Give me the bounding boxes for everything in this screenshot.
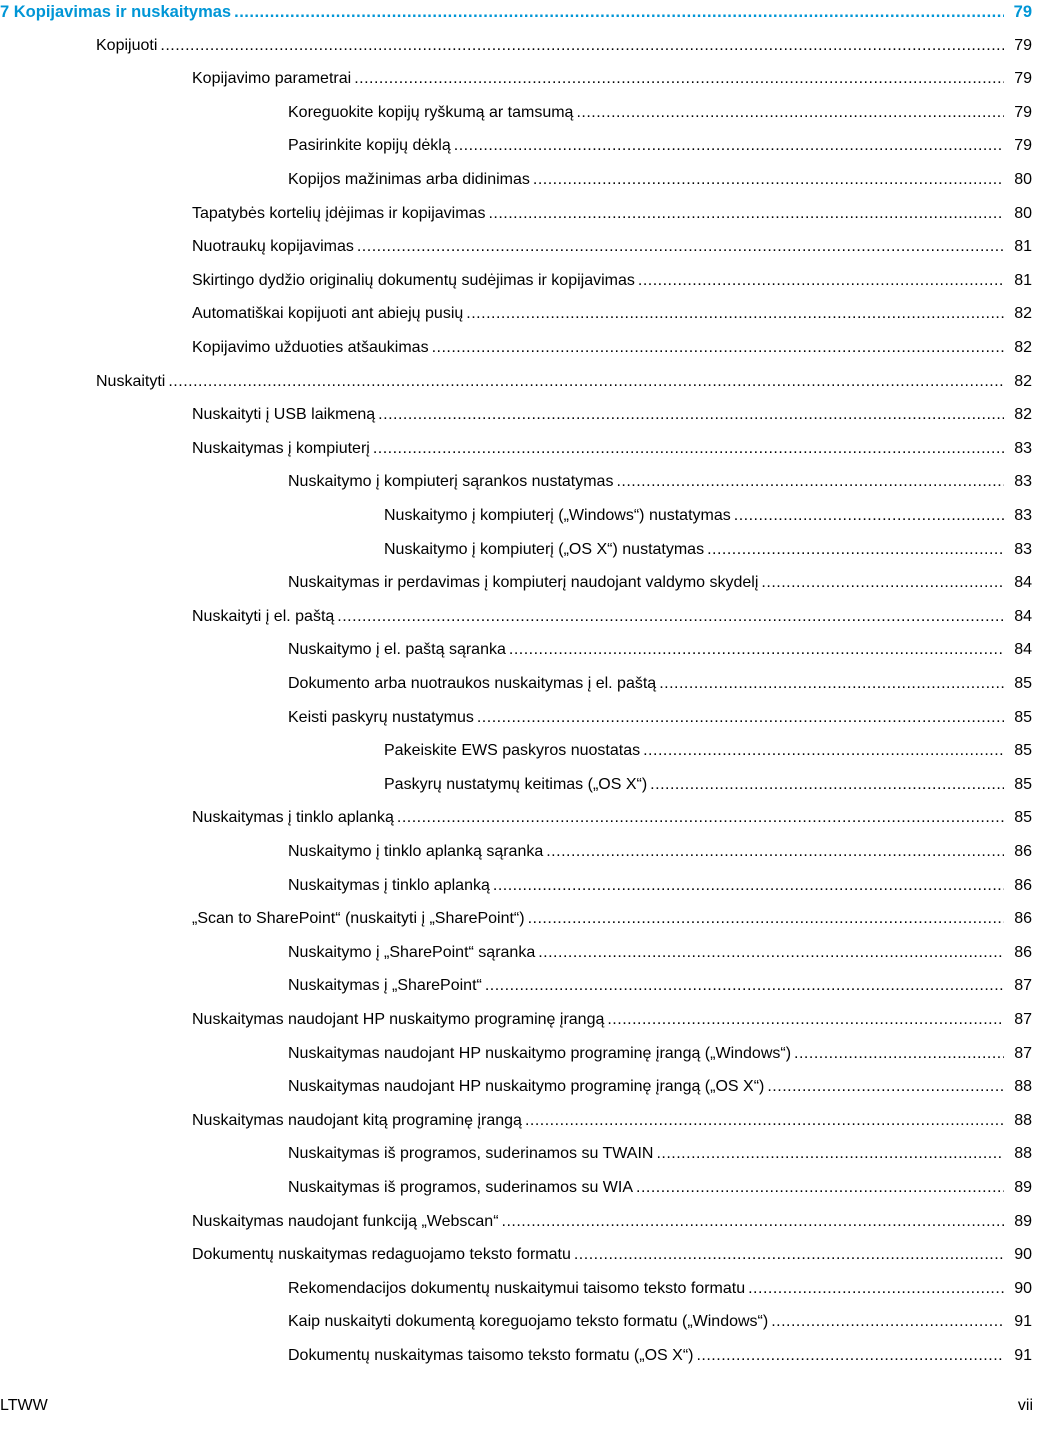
toc-entry-title: 7 Kopijavimas ir nuskaitymas <box>0 3 232 21</box>
toc-entry-level-3[interactable] <box>288 168 1032 192</box>
toc-entry-page-number: 86 <box>1014 910 1032 928</box>
toc-entry-page-number: 83 <box>1014 540 1032 558</box>
toc-entry-page-number: 84 <box>1014 607 1032 625</box>
toc-entry-page-number: 79 <box>1014 36 1032 54</box>
toc-entry-page-number: 82 <box>1014 339 1032 356</box>
toc-entry-page-number: 88 <box>1014 1111 1032 1129</box>
toc-entry-level-2[interactable] <box>192 1210 1032 1234</box>
toc-entry-level-2[interactable] <box>192 437 1032 461</box>
toc-entry-title: Koreguokite kopijų ryškumą ar tamsumą <box>288 103 574 121</box>
toc-entry-page-number: 79 <box>1014 70 1032 88</box>
toc-entry-title: Nuskaitymo į el. paštą sąranka <box>288 641 506 659</box>
toc-entry-title: Nuskaitymas į tinklo aplanką <box>192 809 394 827</box>
toc-entry-title: Kaip nuskaityti dokumentą koreguojamo teksto formatu („Windows“) <box>288 1313 769 1331</box>
toc-entry-level-3[interactable] <box>288 874 1032 898</box>
toc-entry-level-3[interactable] <box>288 974 1032 998</box>
toc-entry-title: Nuskaitymas naudojant HP nuskaitymo programinę įrangą <box>192 1011 605 1028</box>
toc-entry-page-number: 85 <box>1014 675 1032 692</box>
toc-entry-title: Nuskaityti <box>96 372 166 390</box>
toc-entry-page-number: 81 <box>1014 271 1032 289</box>
toc-entry-page-number: 82 <box>1014 372 1032 390</box>
toc-entry-level-1[interactable] <box>96 34 1032 58</box>
toc-dot-leader <box>509 638 1004 662</box>
toc-entry-level-2[interactable] <box>192 302 1032 326</box>
toc-entry-page-number: 89 <box>1014 1212 1032 1230</box>
toc-entry-title: Kopijos mažinimas arba didinimas <box>288 171 530 188</box>
toc-dot-leader <box>643 739 1004 763</box>
toc-dot-leader <box>533 168 1004 192</box>
toc-entry-title: Kopijavimo parametrai <box>192 70 352 88</box>
toc-entry-level-3[interactable] <box>288 1042 1032 1066</box>
toc-entry-title: Nuskaitymo į tinklo aplanką sąranka <box>288 843 544 860</box>
toc-dot-leader <box>546 840 1004 864</box>
toc-entry-page-number: 84 <box>1014 574 1032 592</box>
toc-entry-level-4[interactable] <box>384 504 1032 528</box>
toc-dot-leader <box>574 1243 1004 1267</box>
toc-dot-leader <box>538 941 1004 965</box>
toc-dot-leader <box>502 1210 1004 1234</box>
toc-dot-leader <box>454 134 1004 158</box>
toc-dot-leader <box>761 571 1004 595</box>
toc-entry-level-3[interactable] <box>288 1277 1032 1301</box>
toc-entry-level-2[interactable] <box>192 67 1032 91</box>
toc-entry-level-2[interactable] <box>192 336 1032 360</box>
toc-entry-title: Kopijavimo užduoties atšaukimas <box>192 339 429 356</box>
toc-entry-title: Nuskaitymas iš programos, suderinamos su TWAIN <box>288 1145 654 1163</box>
toc-dot-leader <box>357 235 1004 259</box>
toc-dot-leader <box>432 336 1004 360</box>
toc-dot-leader <box>616 470 1004 494</box>
toc-entry-page-number: 87 <box>1014 1011 1032 1028</box>
toc-dot-leader <box>771 1310 1004 1334</box>
toc-dot-leader <box>707 538 1004 562</box>
toc-dot-leader <box>767 1075 1004 1099</box>
toc-entry-level-2[interactable] <box>192 1008 1032 1032</box>
toc-dot-leader <box>696 1344 1004 1368</box>
toc-entry-level-3[interactable] <box>288 941 1032 965</box>
toc-entry-page-number: 83 <box>1014 507 1032 524</box>
toc-entry-page-number: 83 <box>1014 473 1032 491</box>
toc-dot-leader <box>638 269 1004 293</box>
toc-dot-leader <box>636 1176 1004 1200</box>
toc-entry-title: Nuskaitymas ir perdavimas į kompiuterį naudojant valdymo skydelį <box>288 574 759 592</box>
toc-entry-level-3[interactable] <box>288 1344 1032 1368</box>
toc-entry-level-2[interactable] <box>192 403 1032 427</box>
toc-entry-page-number: 85 <box>1014 742 1032 760</box>
toc-entry-page-number: 79 <box>1013 3 1032 21</box>
toc-dot-leader <box>373 437 1004 461</box>
toc-entry-page-number: 83 <box>1014 439 1032 457</box>
toc-entry-page-number: 80 <box>1014 171 1032 188</box>
toc-entry-title: Nuskaityti į el. paštą <box>192 607 335 625</box>
toc-entry-title: Dokumentų nuskaitymas taisomo teksto formatu („OS X“) <box>288 1347 694 1364</box>
toc-entry-page-number: 87 <box>1014 1044 1032 1062</box>
toc-entry-page-number: 85 <box>1014 809 1032 827</box>
toc-dot-leader <box>354 67 1004 91</box>
toc-entry-title: Skirtingo dydžio originalių dokumentų sudėjimas ir kopijavimas <box>192 271 635 289</box>
toc-dot-leader <box>659 672 1004 696</box>
toc-entry-level-3[interactable] <box>288 470 1032 494</box>
toc-entry-page-number: 86 <box>1014 843 1032 860</box>
toc-entry-page-number: 79 <box>1014 137 1032 155</box>
toc-entry-title: Tapatybės kortelių įdėjimas ir kopijavimas <box>192 204 486 222</box>
toc-dot-leader <box>485 974 1004 998</box>
toc-entry-title: Nuskaitymas naudojant kitą programinę įrangą <box>192 1111 522 1129</box>
toc-entry-level-3[interactable] <box>288 1075 1032 1099</box>
toc-entry-page-number: 84 <box>1014 641 1032 659</box>
toc-entry-page-number: 85 <box>1014 708 1032 726</box>
toc-entry-title: Nuskaitymas iš programos, suderinamos su WIA <box>288 1179 633 1196</box>
toc-dot-leader <box>488 202 1004 226</box>
toc-entry-level-2[interactable] <box>192 1109 1032 1133</box>
footer-page-number: vii <box>1017 1397 1033 1414</box>
toc-dot-leader <box>650 773 1004 797</box>
toc-chapter-heading[interactable] <box>0 0 1032 24</box>
toc-entry-title: Nuskaityti į USB laikmeną <box>192 406 376 424</box>
toc-entry-title: Rekomendacijos dokumentų nuskaitymui taisomo teksto formatu <box>288 1279 746 1297</box>
toc-entry-level-3[interactable] <box>288 1142 1032 1166</box>
toc-dot-leader <box>607 1008 1004 1032</box>
toc-entry-title: Nuotraukų kopijavimas <box>192 238 354 256</box>
toc-entry-level-2[interactable] <box>192 202 1032 226</box>
toc-entry-page-number: 91 <box>1014 1347 1032 1364</box>
toc-entry-title: „Scan to SharePoint“ (nuskaityti į „SharePoint“) <box>192 910 525 928</box>
toc-entry-title: Nuskaitymas naudojant HP nuskaitymo programinę įrangą („Windows“) <box>288 1044 792 1062</box>
toc-entry-page-number: 85 <box>1014 775 1032 793</box>
toc-entry-title: Pasirinkite kopijų dėklą <box>288 137 451 155</box>
toc-entry-page-number: 88 <box>1014 1145 1032 1163</box>
toc-entry-level-2[interactable] <box>192 235 1032 259</box>
toc-dot-leader <box>234 0 1004 24</box>
toc-entry-page-number: 79 <box>1014 103 1032 121</box>
toc-dot-leader <box>397 806 1004 830</box>
toc-entry-title: Nuskaitymas į „SharePoint“ <box>288 977 482 995</box>
toc-dot-leader <box>337 605 1004 629</box>
toc-entry-level-4[interactable] <box>384 739 1032 763</box>
toc-dot-leader <box>466 302 1004 326</box>
toc-dot-leader <box>528 907 1004 931</box>
toc-entry-title: Nuskaitymas į kompiuterį <box>192 439 370 457</box>
toc-entry-title: Nuskaitymas naudojant funkciją „Webscan“ <box>192 1212 499 1230</box>
toc-entry-title: Nuskaitymo į kompiuterį sąrankos nustatymas <box>288 473 614 491</box>
toc-entry-level-2[interactable] <box>192 269 1032 293</box>
toc-entry-level-3[interactable] <box>288 706 1032 730</box>
toc-entry-page-number: 81 <box>1014 238 1032 256</box>
toc-dot-leader <box>477 706 1004 730</box>
toc-entry-level-3[interactable] <box>288 840 1032 864</box>
toc-entry-title: Automatiškai kopijuoti ant abiejų pusių <box>192 305 464 323</box>
toc-entry-level-3[interactable] <box>288 101 1032 125</box>
toc-entry-page-number: 82 <box>1014 406 1032 424</box>
toc-entry-level-3[interactable] <box>288 672 1032 696</box>
toc-entry-page-number: 82 <box>1014 305 1032 323</box>
toc-dot-leader <box>378 403 1004 427</box>
toc-entry-level-4[interactable] <box>384 538 1032 562</box>
toc-dot-leader <box>734 504 1004 528</box>
toc-entry-title: Dokumento arba nuotraukos nuskaitymas į el. paštą <box>288 675 657 692</box>
toc-entry-level-1[interactable] <box>96 370 1032 394</box>
toc-dot-leader <box>493 874 1004 898</box>
toc-entry-page-number: 89 <box>1014 1179 1032 1196</box>
toc-entry-level-3[interactable] <box>288 134 1032 158</box>
toc-entry-level-3[interactable] <box>288 1176 1032 1200</box>
toc-entry-level-3[interactable] <box>288 1310 1032 1334</box>
toc-entry-title: Nuskaitymo į kompiuterį („OS X“) nustatymas <box>384 540 705 558</box>
footer-left-label: LTWW <box>0 1397 48 1414</box>
toc-entry-level-4[interactable] <box>384 773 1032 797</box>
toc-entry-page-number: 86 <box>1014 876 1032 894</box>
toc-entry-title: Paskyrų nustatymų keitimas („OS X“) <box>384 775 648 793</box>
toc-dot-leader <box>168 370 1004 394</box>
toc-entry-page-number: 87 <box>1014 977 1032 995</box>
toc-entry-level-3[interactable] <box>288 638 1032 662</box>
toc-entry-title: Keisti paskyrų nustatymus <box>288 708 474 726</box>
toc-dot-leader <box>160 34 1004 58</box>
toc-entry-page-number: 90 <box>1014 1279 1032 1297</box>
toc-entry-page-number: 90 <box>1014 1246 1032 1264</box>
toc-entry-level-2[interactable] <box>192 1243 1032 1267</box>
toc-dot-leader <box>576 101 1004 125</box>
toc-entry-level-3[interactable] <box>288 571 1032 595</box>
toc-entry-title: Nuskaitymas į tinklo aplanką <box>288 876 490 894</box>
toc-entry-page-number: 88 <box>1014 1078 1032 1096</box>
toc-entry-title: Pakeiskite EWS paskyros nuostatas <box>384 742 641 760</box>
toc-entry-page-number: 80 <box>1014 204 1032 222</box>
toc-dot-leader <box>748 1277 1004 1301</box>
toc-dot-leader <box>525 1109 1004 1133</box>
toc-entry-title: Nuskaitymo į kompiuterį („Windows“) nustatymas <box>384 507 731 524</box>
toc-dot-leader <box>794 1042 1004 1066</box>
toc-dot-leader <box>656 1142 1004 1166</box>
toc-entry-level-2[interactable] <box>192 605 1032 629</box>
toc-entry-level-2[interactable] <box>192 806 1032 830</box>
toc-entry-title: Nuskaitymas naudojant HP nuskaitymo programinę įrangą („OS X“) <box>288 1078 765 1096</box>
toc-entry-page-number: 86 <box>1014 943 1032 961</box>
toc-entry-level-2[interactable] <box>192 907 1032 931</box>
toc-entry-page-number: 91 <box>1014 1313 1032 1331</box>
toc-entry-title: Nuskaitymo į „SharePoint“ sąranka <box>288 943 536 961</box>
toc-entry-title: Kopijuoti <box>96 36 158 54</box>
toc-entry-title: Dokumentų nuskaitymas redaguojamo teksto formatu <box>192 1246 571 1264</box>
